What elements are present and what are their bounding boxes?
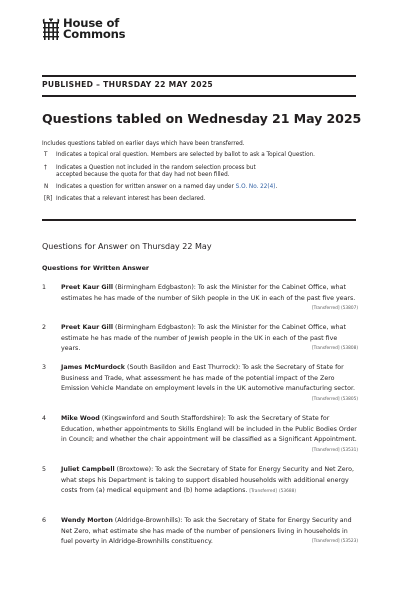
constituency: (South Basildon and East Thurrock): [124,364,243,371]
question-text: To ask the Secretary of State for Energy Security and Net Zero, what steps his Department is taking to support disabled households with additional energy costs from (a) medical equipment and (b) home adaptions. [61,466,354,495]
logo-line-2: Commons [63,27,126,41]
page-title: Questions tabled on Wednesday 21 May 2025 [42,111,362,126]
question-item [42,414,358,457]
transferred-tag: [Transferred] [311,346,340,352]
key-text: Indicates that a relevant interest has been declared. [56,196,206,202]
question-text: To ask the Secretary of State for Education, whether appointments to Skills England will be included in the Public Bodies Order in Council; and whether the chair appointment will be classified as a Significant Appointment. [61,415,357,444]
constituency: (Aldridge-Brownhills): [112,517,185,524]
member-name: Preet Kaur Gill [61,324,114,331]
key-text: Indicates a Question not included in the random selection process but accepted because the quota for that day had not been filled. [56,165,256,178]
question-ref: (53688) [279,489,297,495]
question-body [61,363,358,395]
question-ref: (53523) [340,539,358,545]
constituency: (Birmingham Edgbaston): [113,324,198,331]
question-reference [312,446,358,457]
question-reference [312,304,358,315]
question-ref: (53808) [340,346,358,352]
question-reference [312,344,358,355]
key-symbol: N [44,184,49,190]
question-number: 6 [42,517,47,524]
published-rule [42,95,356,97]
transferred-tag: [Transferred] [311,448,340,454]
member-name: Juliet Campbell [61,466,115,473]
key-text [56,184,356,191]
question-number: 5 [42,466,47,473]
key-text-suffix: . [275,184,278,190]
key-rule [42,219,356,221]
house-of-commons-logo [42,18,125,42]
question-reference [312,537,358,548]
member-name: Wendy Morton [61,517,113,524]
intro-text: Includes questions tabled on earlier days which have been transferred. [42,141,245,147]
member-name: James McMurdock [61,364,125,371]
member-name: Mike Wood [61,415,100,422]
question-number: 1 [42,284,47,291]
sub-heading: Questions for Written Answer [42,264,150,272]
question-body [61,465,358,498]
key-row [42,196,356,203]
portcullis-icon [42,18,60,42]
section-heading: Questions for Answer on Thursday 22 May [42,242,212,251]
constituency: (Birmingham Edgbaston): [113,284,198,291]
question-text: To ask the Secretary of State for Energy Security and Net Zero, what estimate she has made of the number of pensioners living in households in fuel poverty in Aldridge-Brownhills constituency. [61,517,352,546]
transferred-tag: [Transferred] [311,397,340,403]
question-item [42,465,358,508]
question-item [42,323,358,355]
transferred-tag: [Transferred] [311,306,340,312]
question-number: 2 [42,324,47,331]
question-number: 4 [42,415,47,422]
question-ref: (53531) [340,448,358,454]
key-symbol: [R] [44,196,53,202]
question-ref: (53805) [340,397,358,403]
member-name: Preet Kaur Gill [61,284,114,291]
published-line: PUBLISHED – THURSDAY 22 MAY 2025 [42,80,213,89]
transferred-tag: [Transferred] [249,489,277,495]
question-text: To ask the Minister for the Cabinet Office, what estimate he has made of the number of Jewish people in the UK in each of the past five years. [61,324,346,353]
key-symbol: † [44,165,47,171]
logo-text [63,18,125,40]
question-reference [312,395,358,406]
transferred-tag: [Transferred] [311,539,340,545]
question-item [42,516,358,548]
question-text: To ask the Secretary of State for Business and Trade, what assessment he has made of the potential impact of the Zero Emission Vehicle Mandate on employment levels in the UK automotive manufacturing sector. [61,364,355,393]
question-text: To ask the Minister for the Cabinet Office, what estimates he has made of the number of Sikh people in the UK in each of the past five years. [61,284,356,302]
question-body [61,283,358,304]
key-row [42,184,356,191]
question-item [42,363,358,406]
key-symbol: T [44,152,48,158]
logo-line-1: House of [63,16,120,30]
key-text-main: Indicates a question for written answer on a named day under [56,184,236,190]
key-row [42,152,356,159]
key-row [42,165,266,179]
question-body [61,414,358,446]
key-text: Indicates a topical oral question. Members are selected by ballot to ask a Topical Question. [56,152,315,158]
constituency: (Broxtowe): [114,466,156,473]
constituency: (Kingswinford and South Staffordshire): [99,415,228,422]
top-rule [42,75,356,77]
question-number: 3 [42,364,47,371]
question-item [42,283,358,315]
question-ref: (53807) [340,306,358,312]
standing-order-link[interactable]: S.O. No. 22(4) [235,184,276,190]
